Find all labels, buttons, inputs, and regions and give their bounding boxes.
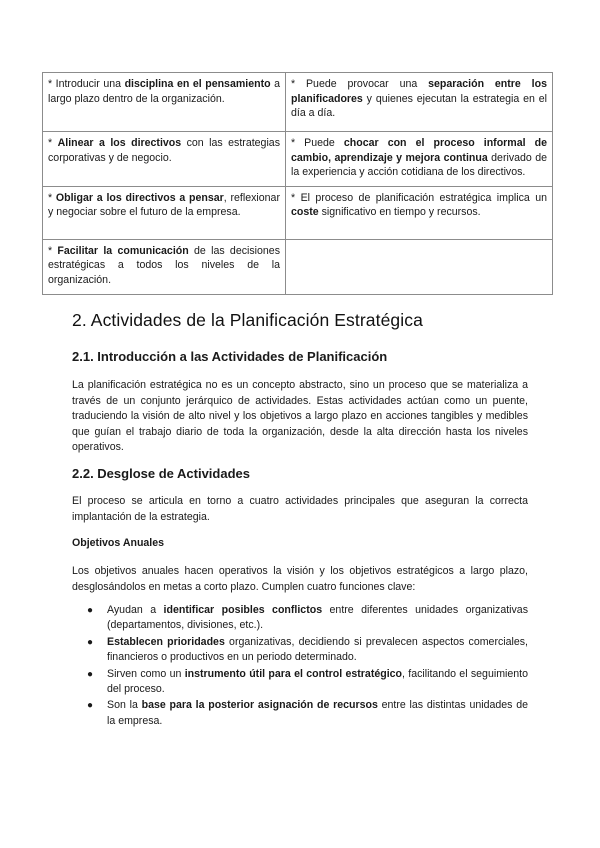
text-run: * El proceso de planificación estratégica implica un [291,191,547,204]
list-item [72,603,528,634]
table-cell-disadvantage [286,132,553,187]
table-row [43,73,553,132]
section-title: 2. Actividades de la Planificación Estratégica [72,310,423,330]
bold-text: Alinear a los directivos [57,137,182,149]
list-item-text [107,604,528,631]
table-row [43,239,553,294]
bold-text: Facilitar la comunicación [57,244,189,257]
table-cell-advantage [43,186,286,239]
bold-text: Obligar a los directivos a pensar [55,191,224,204]
text-run: con las estrategias corporativas y de negocio. [48,137,280,164]
table-cell-advantage [43,132,286,187]
text-run: significativo en tiempo y recursos. [318,206,481,219]
text-run: de las decisiones estratégicas a todos los niveles de la organización. [48,244,280,286]
text-run: y quienes ejecutan la estrategia en el día a día. [291,92,547,120]
subsection-title-desglose: 2.2. Desglose de Actividades [72,466,250,481]
text-run: * [48,191,56,204]
table-cell-advantage [43,239,286,294]
text-run: * Introducir una [48,78,125,90]
bullet-icon: ● [87,636,94,648]
table-cell-advantage [43,73,286,132]
text-run: a largo plazo dentro de la organización. [48,78,280,105]
text-run: derivado de la experiencia y acción cotidiana de los directivos. [291,151,547,179]
bullet-icon: ● [87,700,94,712]
advantages-disadvantages-table [42,72,553,295]
functions-list [72,603,528,730]
table-row [43,186,553,239]
list-item [72,635,528,666]
text-run: Sirven como un [107,667,185,680]
subsection-title-introduccion: 2.1. Introducción a las Actividades de Planificación [72,349,388,364]
text-run: Ayudan a [107,604,164,616]
bold-text: identificar posibles conflictos [163,604,323,616]
bold-text: coste [291,206,319,219]
intro-paragraph: La planificación estratégica no es un concepto abstracto, sino un proceso que se materializa a través de un conjunto jerárquico de actividades. Estas actividades actúan como un puente, traduciendo la visión de alto nivel y los objetivos a largo plazo en acciones tangibles y medibles que guían el trabajo diario de toda la organización, desde la alta dirección hasta los niveles operativos. [72,379,528,454]
text-run: * [48,137,58,149]
bold-text: separación entre los planificadores [291,78,547,105]
text-run: , facilitando el seguimiento del proceso. [107,667,528,696]
text-run: * Puede provocar una [291,78,429,90]
text-run: entre diferentes unidades organizativas (departamentos, divisiones, etc.). [107,604,528,632]
table-cell-empty [286,239,553,294]
bold-text: instrumento útil para el control estratégico [184,667,403,680]
text-run: entre las distintas unidades de la empresa. [107,699,528,727]
table-cell-disadvantage [286,73,553,132]
bold-text: Establecen prioridades [107,635,225,648]
list-item-text [107,636,528,663]
list-item-text [107,668,528,695]
text-run: organizativas, decidiendo si prevalecen aspectos comerciales, financieros o productivos en un periodo determinado. [107,635,529,664]
bold-text: base para la posterior asignación de recursos [141,699,378,712]
objetivos-anuales-heading: Objetivos Anuales [72,537,165,549]
bullet-icon: ● [87,668,94,680]
table-cell-disadvantage [286,186,553,239]
list-item [72,698,528,729]
bullet-icon: ● [87,605,94,616]
text-run: , reflexionar y negociar sobre el futuro de la empresa. [48,191,280,219]
list-item [72,667,528,698]
bold-text: disciplina en el pensamiento [124,78,271,90]
desglose-paragraph: El proceso se articula en torno a cuatro actividades principales que aseguran la correcta implantación de la estrategia. [72,495,528,523]
text-run: * Puede [291,137,344,149]
objetivos-paragraph: Los objetivos anuales hacen operativos la visión y los objetivos estratégicos a largo plazo, desglosándolos en metas a corto plazo. Cumplen cuatro funciones clave: [72,565,528,593]
text-run: Son la [107,699,142,712]
list-item-text [107,699,528,726]
text-run: * [48,244,58,257]
table-row [43,132,553,187]
bold-text: chocar con el proceso informal de cambio, aprendizaje y mejora continua [291,137,547,164]
